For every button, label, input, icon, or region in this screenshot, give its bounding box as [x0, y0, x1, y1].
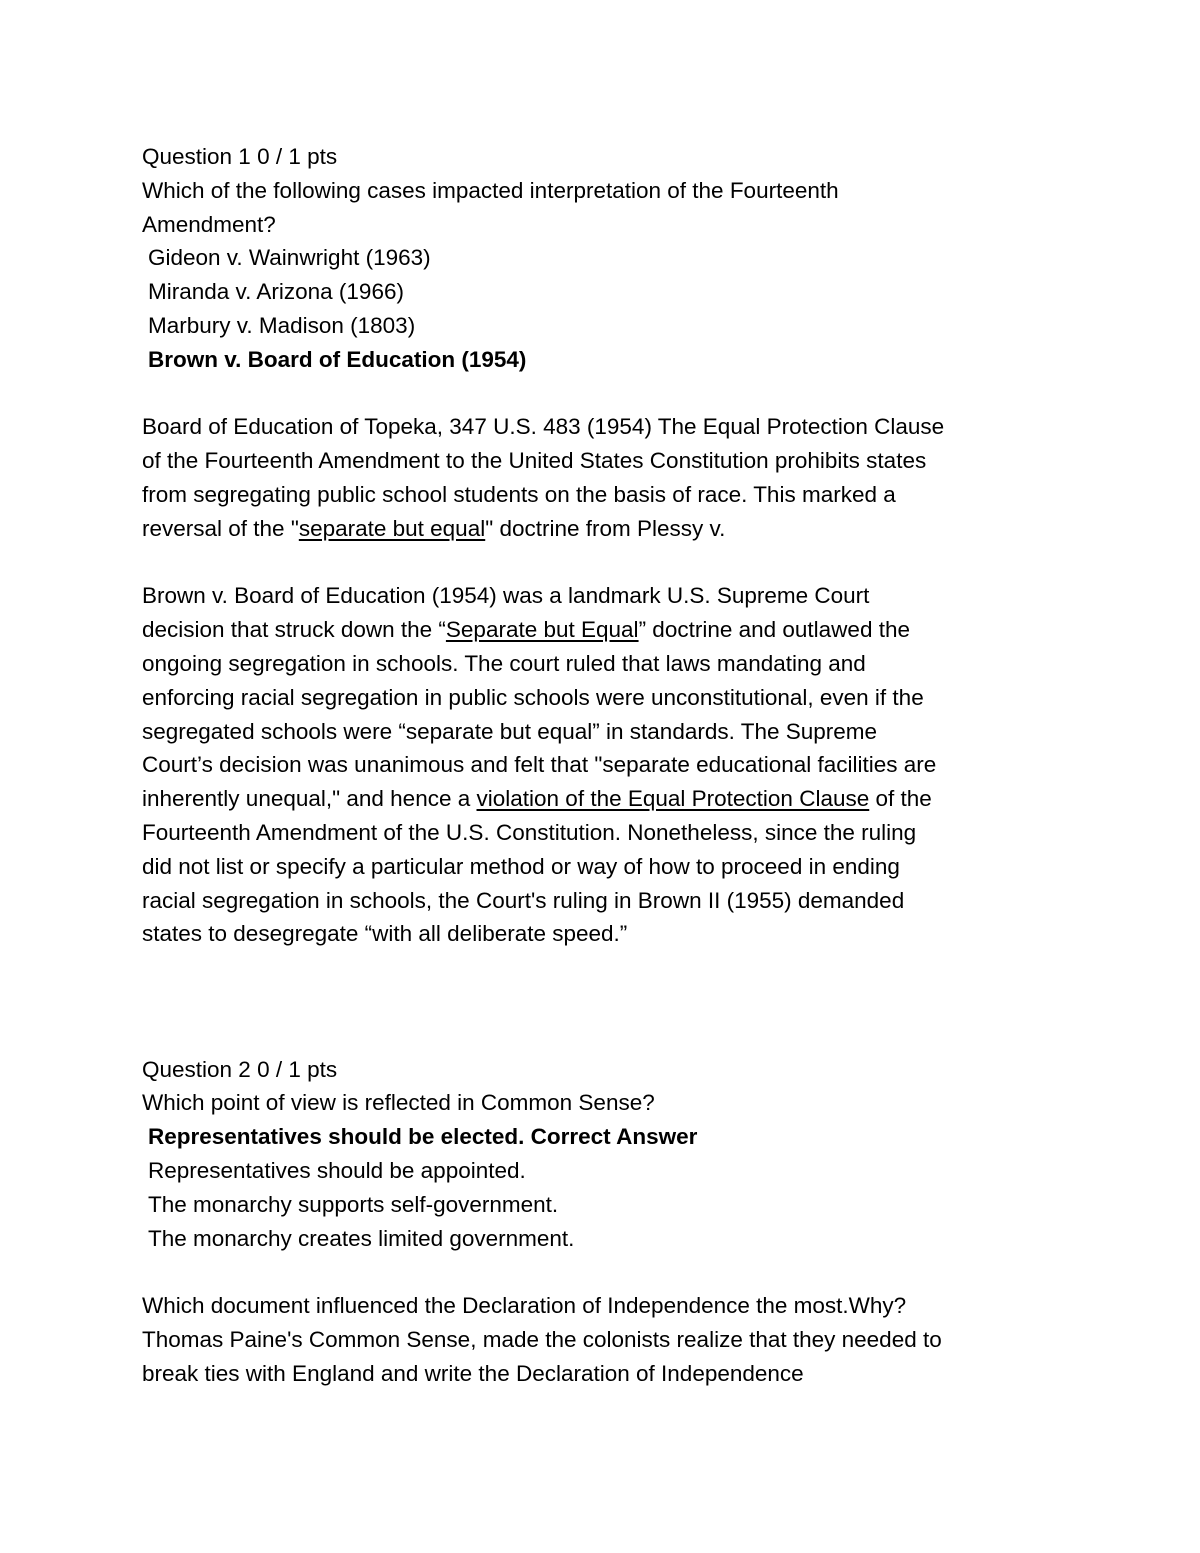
explanation-2-line-1: Brown v. Board of Education (1954) was a landmark U.S. Supreme Court — [142, 583, 870, 609]
explanation-2-line-2 — [142, 613, 1082, 647]
question-1-option-miranda: Miranda v. Arizona (1966) — [148, 279, 404, 305]
question-2-prompt: Which point of view is reflected in Common Sense? — [142, 1090, 655, 1116]
question-2-option-appointed: Representatives should be appointed. — [148, 1157, 526, 1183]
separate-but-equal-link[interactable]: separate but equal — [298, 515, 486, 541]
question-2-header: Question 2 0 / 1 pts — [142, 1056, 338, 1082]
spacer — [142, 546, 1082, 580]
question-1-selected-option: Brown v. Board of Education (1954) — [148, 346, 527, 372]
spacer — [142, 1255, 1082, 1289]
explanation-2-line-7 — [142, 782, 1082, 816]
explanation-2-line-7-before: inherently unequal," and hence a — [142, 786, 477, 812]
explanation-2-line-9: did not list or specify a particular method or way of how to proceed in ending — [142, 853, 900, 879]
explanation-2-line-3: ongoing segregation in schools. The court ruled that laws mandating and — [142, 650, 866, 676]
spacer — [142, 377, 1082, 411]
explanation-2-line-11: states to desegregate “with all deliberate speed.” — [142, 921, 628, 947]
explanation-1-line-4 — [142, 512, 1082, 546]
separate-but-equal-link-2[interactable]: Separate but Equal — [445, 617, 639, 643]
explanation-2-line-2-after: ” doctrine and outlawed the — [638, 617, 910, 643]
explanation-2-line-7-after: of the — [869, 786, 932, 812]
explanation-1-line-1: Board of Education of Topeka, 347 U.S. 483 (1954) The Equal Protection Clause — [142, 414, 945, 440]
equal-protection-clause-link[interactable]: violation of the Equal Protection Clause — [476, 786, 870, 812]
explanation-2-line-2-before: decision that struck down the “ — [142, 617, 446, 643]
spacer — [142, 951, 1082, 1052]
explanation-1-line-3: from segregating public school students on the basis of race. This marked a — [142, 481, 896, 507]
question-2-correct-option: Representatives should be elected. Correct Answer — [148, 1124, 698, 1150]
explanation-2-line-5: segregated schools were “separate but equal” in standards. The Supreme — [142, 718, 878, 744]
explanation-1-line-4-after: " doctrine from Plessy v. — [485, 515, 726, 541]
document-body — [142, 140, 1082, 1390]
followup-line-1: Which document influenced the Declaration of Independence the most.Why? — [142, 1293, 907, 1319]
explanation-1-line-2: of the Fourteenth Amendment to the United States Constitution prohibits states — [142, 448, 927, 474]
followup-line-2: Thomas Paine's Common Sense, made the colonists realize that they needed to — [142, 1326, 942, 1352]
question-1-prompt-line-1: Which of the following cases impacted interpretation of the Fourteenth — [142, 177, 839, 203]
explanation-2-line-10: racial segregation in schools, the Court's ruling in Brown II (1955) demanded — [142, 887, 905, 913]
explanation-2-line-8: Fourteenth Amendment of the U.S. Constitution. Nonetheless, since the ruling — [142, 819, 917, 845]
question-2-option-self-government: The monarchy supports self-government. — [148, 1191, 559, 1217]
question-1-header: Question 1 0 / 1 pts — [142, 144, 338, 169]
explanation-2-line-6: Court’s decision was unanimous and felt that "separate educational facilities are — [142, 752, 937, 778]
question-2-option-limited-government: The monarchy creates limited government. — [148, 1225, 575, 1251]
question-1-option-marbury: Marbury v. Madison (1803) — [148, 312, 416, 338]
explanation-2-line-4: enforcing racial segregation in public schools were unconstitutional, even if the — [142, 684, 924, 710]
question-1-option-gideon: Gideon v. Wainwright (1963) — [148, 245, 431, 271]
explanation-1-line-4-before: reversal of the " — [142, 515, 299, 541]
followup-line-3: break ties with England and write the Declaration of Independence — [142, 1360, 804, 1386]
question-1-prompt-line-2: Amendment? — [142, 211, 276, 237]
